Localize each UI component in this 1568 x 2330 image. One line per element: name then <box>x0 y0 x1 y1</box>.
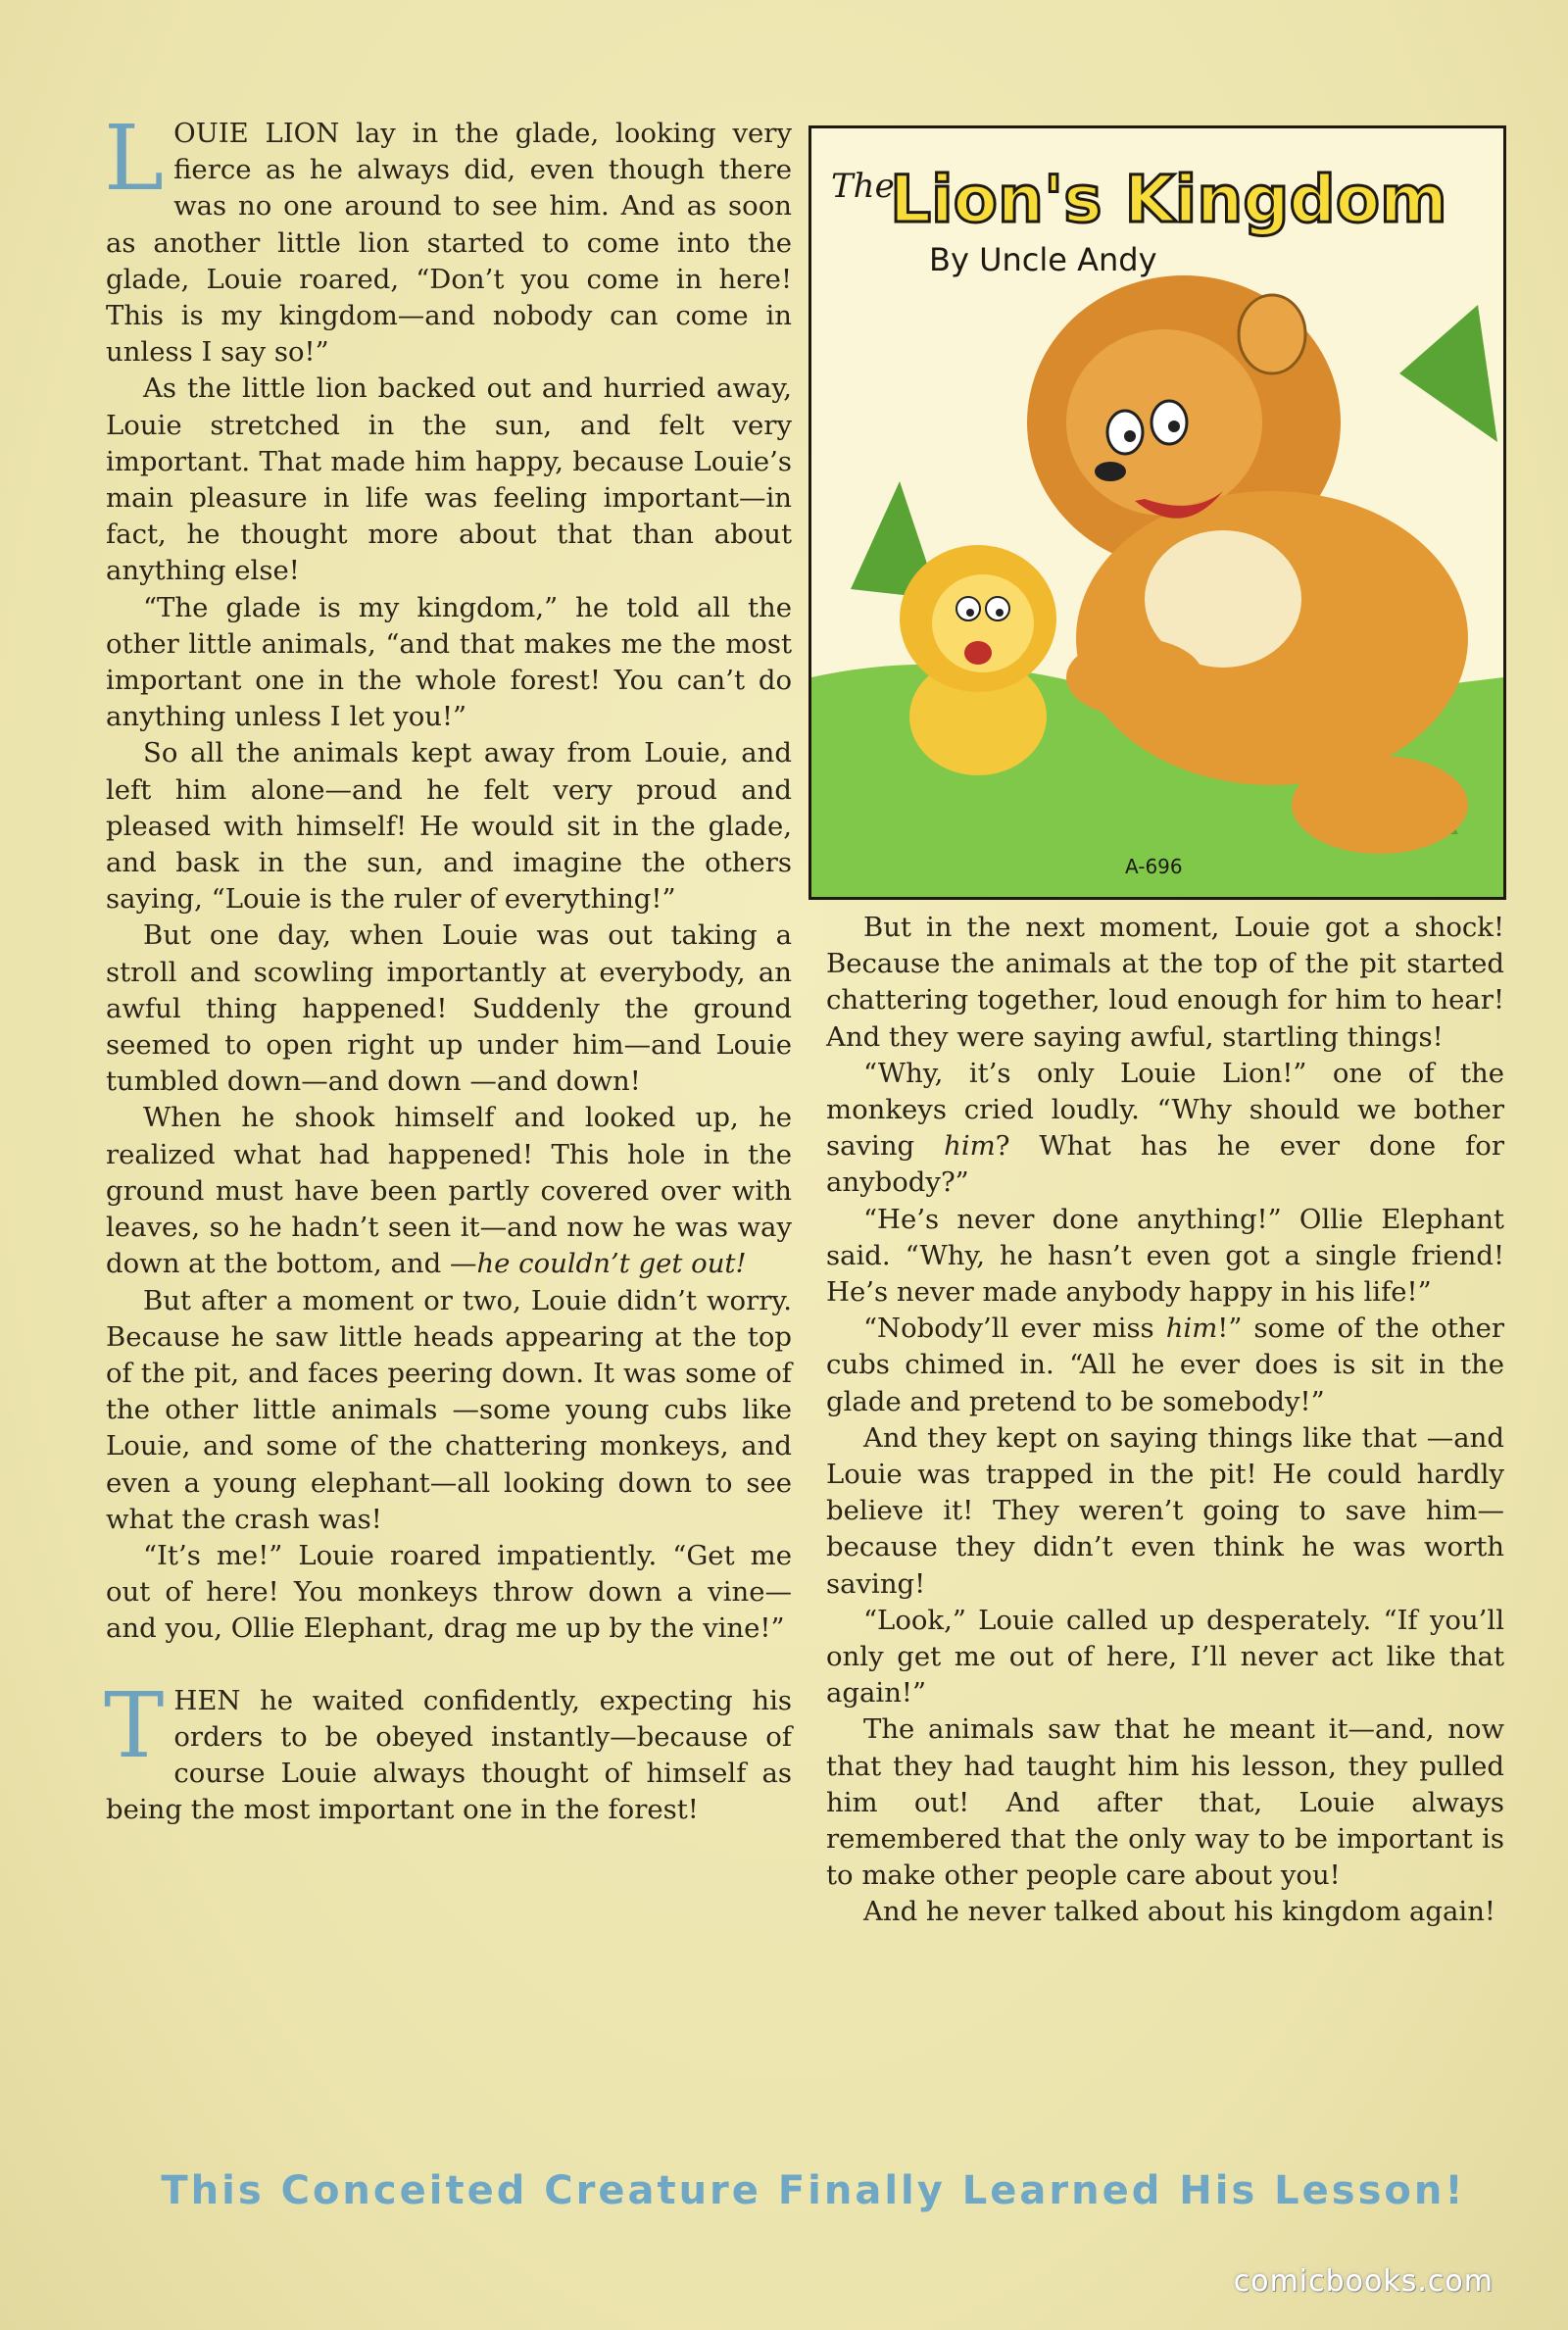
story-paragraph: The animals saw that he meant it—and, now that they had taught him his lesson, they pulled him out! And after that, Louie always remembered that the only way to be important is to make other people care about you! <box>826 1713 1504 1892</box>
illustration-byline: By Uncle Andy <box>929 241 1157 278</box>
story-paragraph: “The glade is my kingdom,” he told all the other little animals, “and that makes me the most important one in the whole forest! You can’t do anything unless I let you!” <box>106 591 792 733</box>
cub-eye <box>956 597 980 620</box>
drop-cap: T <box>104 1672 165 1778</box>
cub-mouth <box>964 641 992 665</box>
story-paragraph: “It’s me!” Louie roared impatiently. “Get me out of here! You monkeys throw down a vine—and you, Ollie Elephant, drag me up by the vine!” <box>106 1539 792 1645</box>
story-paragraph: So all the animals kept away from Louie, and left him alone—and he felt very proud and pleased with himself! He would sit in the glade, and bask in the sun, and imagine the others saying, “Louie is the ruler of everything!” <box>106 737 792 916</box>
story-paragraph: THEN he waited confidently, expecting his orders to be obeyed instantly—because of course Louie always thought of himself as being the most important one in the forest! <box>104 1672 792 1826</box>
illustration-art <box>811 128 1503 897</box>
story-paragraph: “Look,” Louie called up desperately. “If you’ll only get me out of here, I’ll never act like that again!” <box>826 1604 1504 1710</box>
illustration-title: Lion's Kingdom <box>890 162 1447 237</box>
title-prefix: The <box>831 167 895 206</box>
story-paragraph: And he never talked about his kingdom again! <box>863 1896 1495 1928</box>
story-paragraph: “Why, it’s only Louie Lion!” one of the monkeys cried loudly. “Why should we bother saving him? What has he ever done for anybody?” <box>826 1057 1504 1199</box>
story-paragraph: LOUIE LION lay in the glade, looking very fierce as he always did, even though there was no one around to see him. And as soon as another little lion started to come into the glade, Louie roared, “Don’t you come in here! This is my kingdom—and nobody can come in unless I say so!” <box>104 106 792 369</box>
story-paragraph: “He’s never done anything!” Ollie Elephant said. “Why, he hasn’t even got a single friend! He’s never made anybody happy in his life!” <box>826 1203 1504 1309</box>
story-paragraph: But one day, when Louie was out taking a stroll and scowling importantly at everybody, an awful thing happened! Suddenly the ground seemed to open right up under him—and Louie tumbled down—and down —and down! <box>106 919 792 1098</box>
lion-eye <box>1107 411 1143 454</box>
lion-paw <box>1292 756 1468 854</box>
lion-eye <box>1152 401 1187 444</box>
story-paragraph: And they kept on saying things like that —and Louie was trapped in the pit! He could hardly believe it! They weren’t going to save him—because they didn’t even think he was worth saving! <box>826 1421 1504 1600</box>
story-paragraph: “Nobody’ll ever miss him!” some of the other cubs chimed in. “All he ever does is sit in the glade and pretend to be somebody!” <box>826 1313 1504 1417</box>
cub-eye <box>986 597 1009 620</box>
lion-paw <box>1066 638 1203 717</box>
story-illustration <box>808 125 1506 900</box>
story-paragraph: But after a moment or two, Louie didn’t worry. Because he saw little heads appearing at the top of the pit, and faces peering down. It was some of the other little animals —some young cubs like Louie, and some of the chattering monkeys, and even a young elephant—all looking down to see what the crash was! <box>106 1284 792 1535</box>
story-column-left <box>104 106 792 1828</box>
story-paragraph: When he shook himself and looked up, he realized what had happened! This hole in the ground must have been partly covered over with leaves, so he hadn’t seen it—and now he was way down at the bottom, and —he couldn’t get out! <box>106 1102 792 1280</box>
site-watermark: comicbooks.com <box>1233 2264 1494 2299</box>
story-paragraph: As the little lion backed out and hurried away, Louie stretched in the sun, and felt very important. That made him happy, because Louie’s main pleasure in life was feeling important—in fact, he thought more about that than about anything else! <box>106 372 792 587</box>
closing-banner: This Conceited Creature Finally Learned His Lesson! <box>161 2168 1466 2213</box>
art-code: A-696 <box>1125 855 1183 878</box>
drop-cap: L <box>104 106 165 211</box>
lion-nose <box>1095 462 1126 481</box>
story-paragraph: But in the next moment, Louie got a shock! Because the animals at the top of the pit started chattering together, loud enough for him to hear! And they were saying awful, startling things! <box>826 912 1504 1053</box>
story-column-right <box>826 910 1504 1931</box>
lion-ear <box>1239 295 1305 373</box>
